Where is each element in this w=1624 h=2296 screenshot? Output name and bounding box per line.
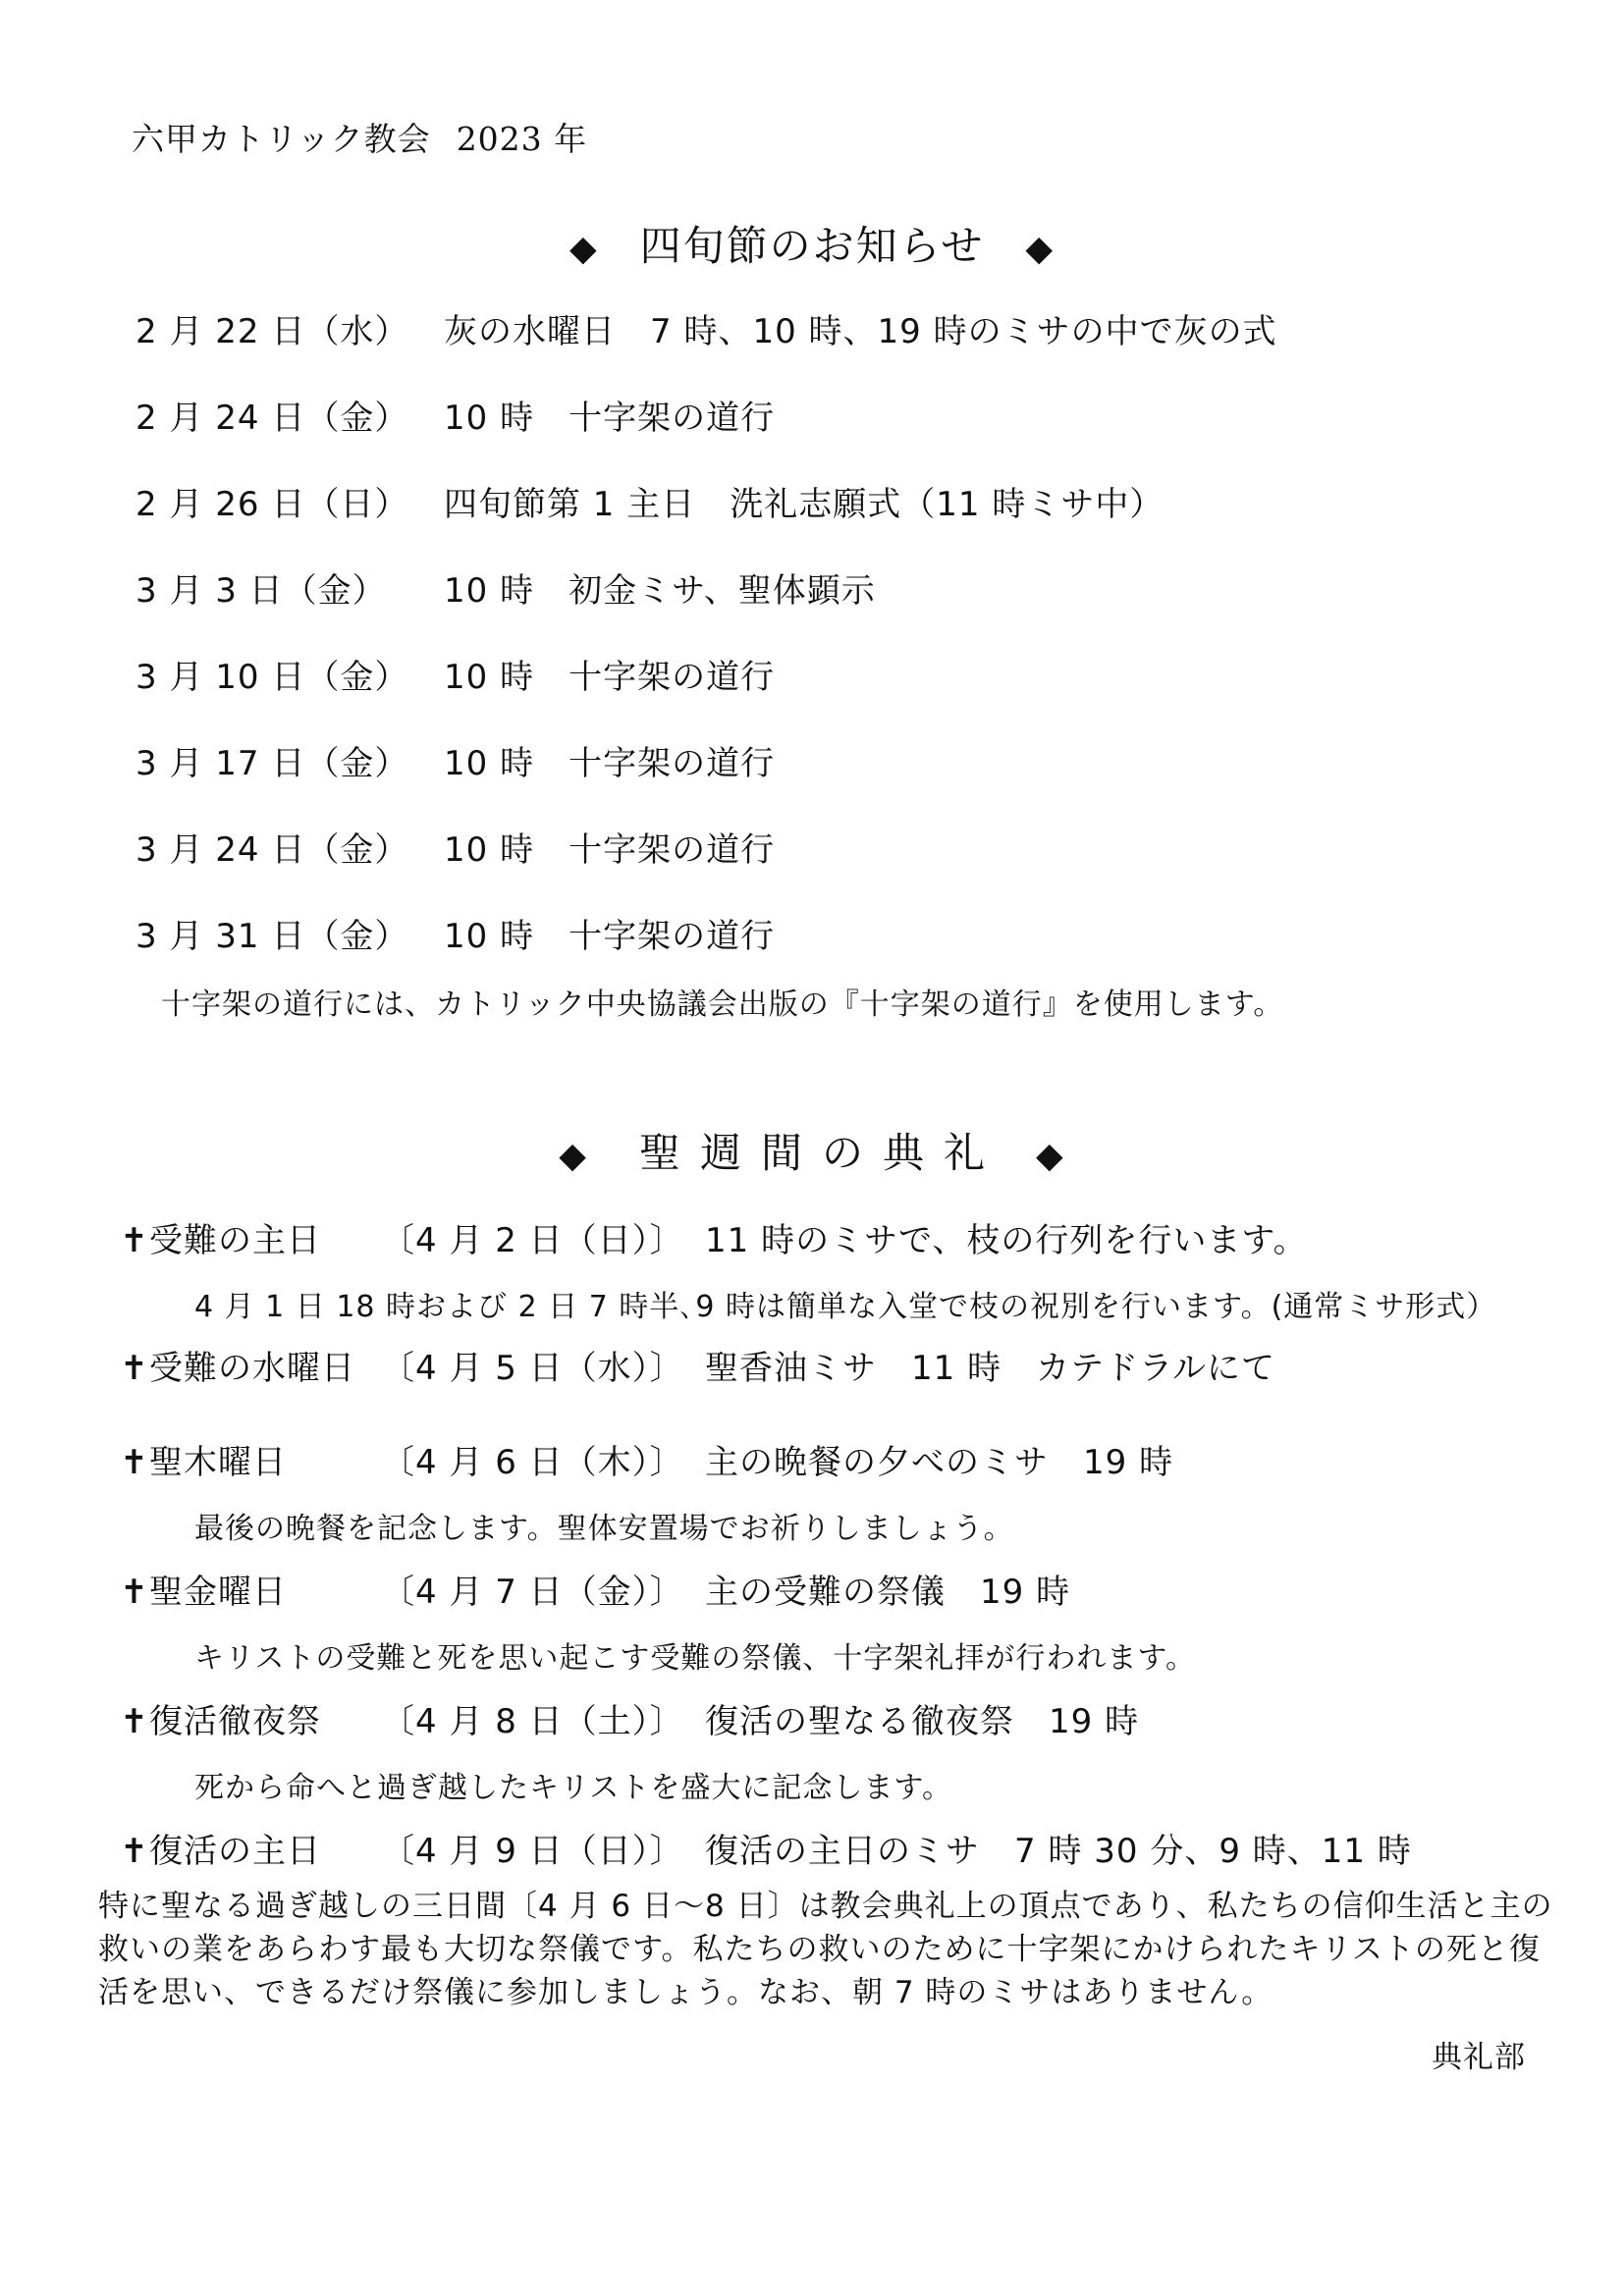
cross-icon: ✝ <box>120 1443 149 1482</box>
event-description: 11 時のミサで、枝の行列を行います。 <box>705 1221 1308 1260</box>
holy-week-event-row <box>120 1213 1308 1261</box>
event-date: 3 月 24 日（金） <box>135 830 409 870</box>
event-description: 聖香油ミサ 11 時 カテドラルにて <box>705 1349 1276 1388</box>
event-date: 2 月 22 日（水） <box>135 312 409 351</box>
lent-event-row <box>135 650 775 698</box>
event-description: 10 時 初金ミサ、聖体顕示 <box>444 571 876 611</box>
event-description: 10 時 十字架の道行 <box>444 830 776 870</box>
holy-week-event-row <box>120 1435 1173 1483</box>
lent-event-row <box>135 477 1164 525</box>
diamond-icon: ◆ <box>1025 229 1056 269</box>
holy-week-event-row <box>120 1565 1070 1613</box>
event-description: 四旬節第 1 主日 洗礼志願式（11 時ミサ中） <box>444 485 1164 524</box>
liturgy-name: 受難の水曜日 <box>149 1349 355 1388</box>
lent-title: 四旬節のお知らせ <box>639 222 985 270</box>
event-note: 4 月 1 日 18 時および 2 日 7 時半､9 時は簡単な入堂で枝の祝別を行います。(通常ミサ形式） <box>194 1290 1497 1324</box>
event-description: 復活の主日のミサ 7 時 30 分、9 時、11 時 <box>705 1832 1412 1871</box>
cross-icon: ✝ <box>120 1349 149 1388</box>
diamond-icon: ◆ <box>1036 1136 1065 1176</box>
diamond-icon: ◆ <box>568 229 599 269</box>
document-header <box>132 114 587 160</box>
liturgy-name: 聖木曜日 <box>149 1443 287 1482</box>
lent-event-row <box>135 304 1277 352</box>
event-date: 2 月 26 日（日） <box>135 485 409 524</box>
liturgy-name: 受難の主日 <box>149 1221 321 1260</box>
lent-section-title <box>0 214 1624 273</box>
lent-event-row <box>135 563 876 612</box>
signature: 典礼部 <box>1432 2040 1526 2075</box>
holy-week-event-row <box>120 1694 1139 1742</box>
event-description: 復活の聖なる徹夜祭 19 時 <box>705 1702 1140 1741</box>
event-date: 3 月 10 日（金） <box>135 658 409 697</box>
event-description: 10 時 十字架の道行 <box>444 658 776 697</box>
liturgy-name: 復活の主日 <box>149 1832 321 1871</box>
church-name: 六甲カトリック教会 <box>132 120 431 158</box>
lent-event-row <box>135 391 775 439</box>
holy-week-title: 聖週間の典礼 <box>638 1129 1004 1177</box>
lent-event-row <box>135 736 775 784</box>
event-date: 2 月 24 日（金） <box>135 399 409 438</box>
cross-icon: ✝ <box>120 1221 149 1260</box>
event-description: 灰の水曜日 7 時、10 時、19 時のミサの中で灰の式 <box>444 312 1277 351</box>
event-date: 〔4 月 9 日（日）〕 <box>381 1832 684 1871</box>
event-date: 〔4 月 8 日（土）〕 <box>381 1702 684 1741</box>
header-year: 2023 年 <box>456 120 588 158</box>
liturgy-name: 聖金曜日 <box>149 1573 287 1612</box>
event-description: 主の受難の祭儀 19 時 <box>705 1573 1071 1612</box>
event-description: 10 時 十字架の道行 <box>444 399 776 438</box>
event-date: 3 月 3 日（金） <box>135 571 387 611</box>
holy-week-event-row <box>120 1824 1412 1872</box>
diamond-icon: ◆ <box>559 1136 588 1176</box>
paragraph-line: 特に聖なる過ぎ越しの三日間〔4 月 6 日～8 日〕は教会典礼上の頂点であり、私たちの信仰生活と主の <box>98 1889 1553 1924</box>
event-description: 主の晩餐の夕べのミサ 19 時 <box>705 1443 1174 1482</box>
event-date: 3 月 17 日（金） <box>135 744 409 783</box>
event-date: 〔4 月 6 日（木）〕 <box>381 1443 684 1482</box>
event-date: 3 月 31 日（金） <box>135 917 409 956</box>
event-note: キリストの受難と死を思い起こす受難の祭儀、十字架礼拝が行われます。 <box>194 1641 1196 1676</box>
event-description: 10 時 十字架の道行 <box>444 744 776 783</box>
holy-week-event-row <box>120 1341 1275 1389</box>
event-description: 10 時 十字架の道行 <box>444 917 776 956</box>
cross-icon: ✝ <box>120 1573 149 1612</box>
paragraph-line: 救いの業をあらわす最も大切な祭儀です。私たちの救いのために十字架にかけられたキリストの死と復 <box>98 1932 1541 1967</box>
event-note: 死から命へと過ぎ越したキリストを盛大に記念します。 <box>194 1771 952 1805</box>
closing-paragraph <box>98 1885 1551 2014</box>
event-date: 〔4 月 7 日（金）〕 <box>381 1573 684 1612</box>
lent-event-row <box>135 823 775 871</box>
holy-week-section-title <box>0 1121 1624 1180</box>
event-date: 〔4 月 5 日（水）〕 <box>381 1349 684 1388</box>
lent-event-row <box>135 909 775 957</box>
event-note: 最後の晩餐を記念します。聖体安置場でお祈りしましょう。 <box>194 1512 1014 1546</box>
liturgy-name: 復活徹夜祭 <box>149 1702 321 1741</box>
event-date: 〔4 月 2 日（日）〕 <box>381 1221 684 1260</box>
cross-icon: ✝ <box>120 1832 149 1871</box>
cross-icon: ✝ <box>120 1702 149 1741</box>
lent-note: 十字架の道行には、カトリック中央協議会出版の『十字架の道行』を使用します。 <box>161 988 1284 1022</box>
paragraph-line: 活を思い、できるだけ祭儀に参加しましょう。なお、朝 7 時のミサはありません。 <box>98 1975 1273 2010</box>
